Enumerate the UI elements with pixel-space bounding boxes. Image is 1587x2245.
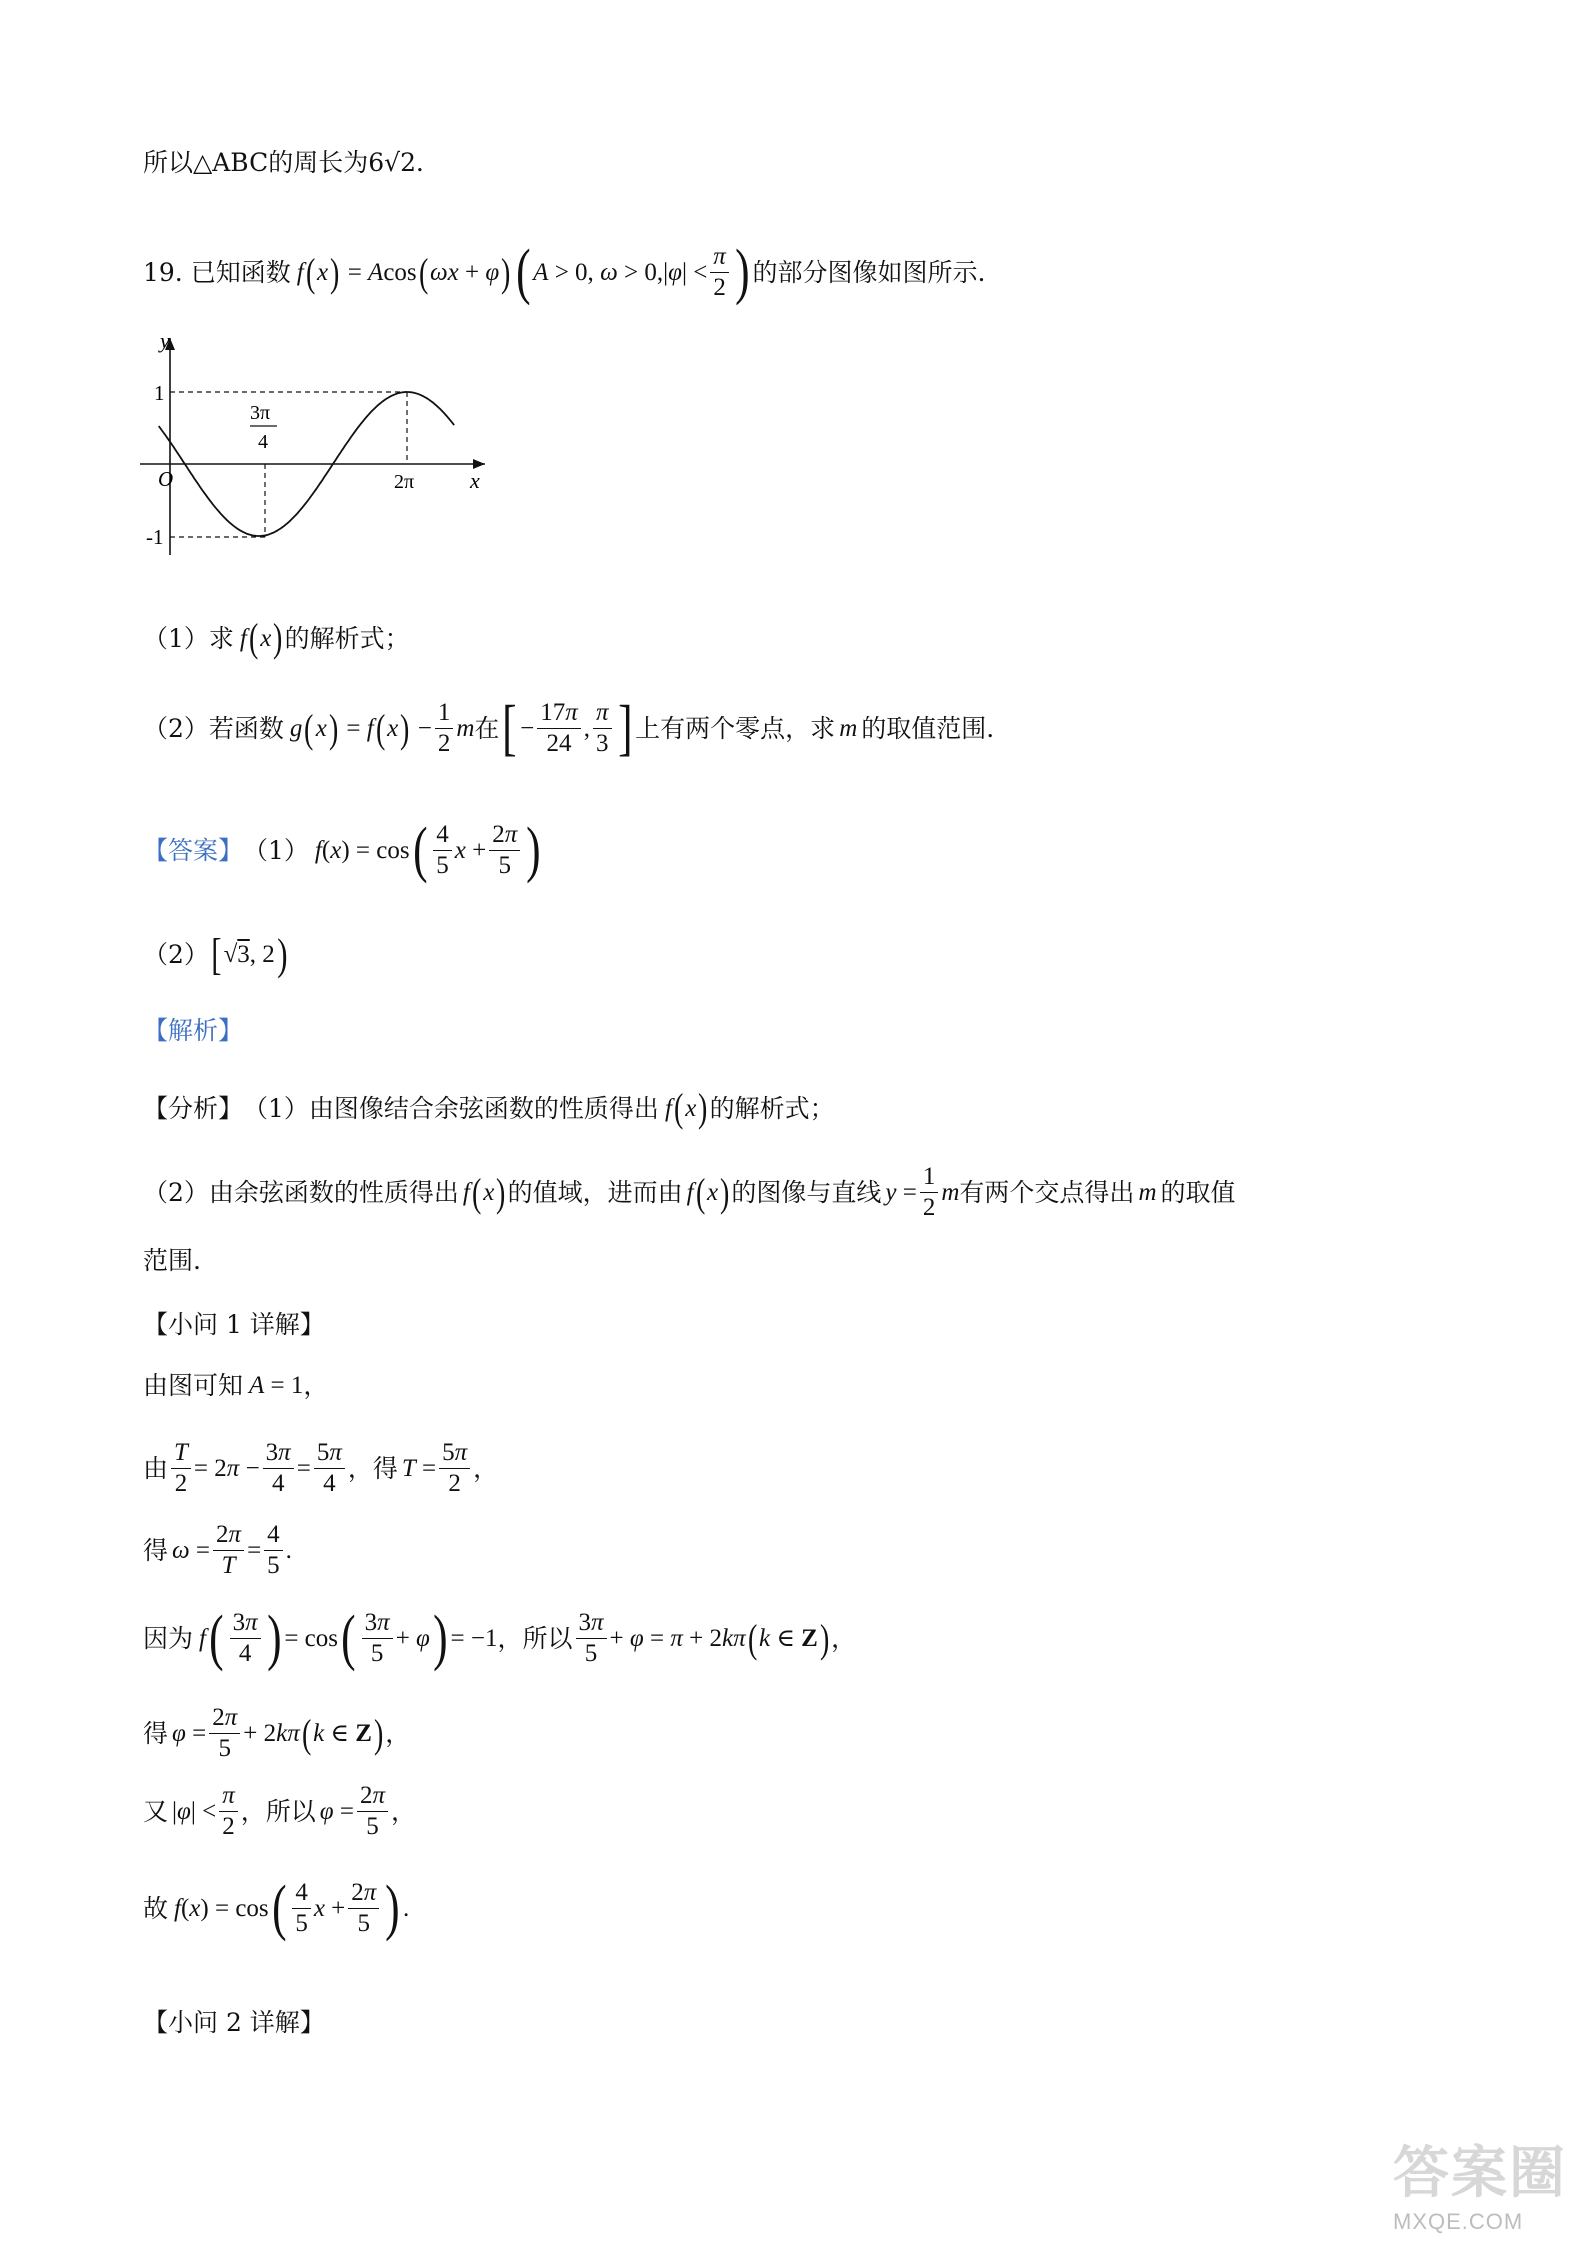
s1-line2: 由 $\frac{T}{2}$ = 2π − $\frac{3\pi}{4}$ = $\frac{5\pi}{4}$ ，得 T = $\frac{5\pi}{2}$ ， — [143, 1439, 499, 1498]
fenxi-2-cont: 范围. — [143, 1246, 201, 1275]
origin-label: O — [158, 467, 174, 491]
watermark: 答案圈 MXQE.COM — [1393, 2141, 1567, 2234]
axis-x-label: x — [470, 468, 480, 493]
s1-line1: 由图可知 A = 1 ， — [143, 1371, 329, 1400]
answer-tag: 【答案】 — [143, 836, 244, 866]
sub1-tag: 【小问 1 详解】 — [143, 1310, 325, 1339]
axis-y-label: y — [160, 330, 170, 353]
tick-1-label: 1 — [154, 381, 165, 405]
s1-line4: 因为 f ( $\frac{3\pi}{4}$ ) = cos ( $\frac{3\pi}{5}$ + φ ) = −1 ，所以 $\frac{3\pi}{5}$ + φ = π + 2 kπ ( k ∈ Z ) ， — [143, 1603, 857, 1672]
tick-3pi4-den: 4 — [258, 431, 268, 453]
answer-2: （2） [ √3, 2 ) — [143, 930, 288, 979]
fenxi-2: （2）由余弦函数的性质得出 f ( x ) 的值域，进而由 f ( x ) 的图像与直线 y = $\frac{1}{2}$ m 有两个交点得出 m 的取值 — [143, 1163, 1236, 1222]
s1-line7: 故 f ( x ) = cos ( $\frac{4}{5}$ x + $\frac{2\pi}{5}$ ) . — [143, 1873, 410, 1942]
s1-line3: 得 ω = $\frac{2\pi}{T}$ = $\frac{4}{5}$ . — [143, 1521, 292, 1580]
tick-2pi-label: 2π — [394, 471, 415, 493]
sub2-tag: 【小问 2 详解】 — [143, 2008, 325, 2037]
s1-line6: 又 | φ | < $\frac{\pi}{2}$ ，所以 φ = $\frac{2\pi}{5}$ ， — [143, 1782, 417, 1841]
q19-statement: 19. 已知函数 f ( x ) = A cos ( ωx + φ ) ( A > 0, ω > 0, | φ | < $\frac{\pi}{2}$ ) 的部分图像如图所示. — [143, 237, 986, 306]
analysis-tag: 【解析】 — [143, 1016, 244, 1045]
tick-neg1-label: -1 — [146, 525, 164, 549]
fenxi-1: 【分析】 （1）由图像结合余弦函数的性质得出 f ( x ) 的解析式； — [143, 1085, 835, 1130]
answer-1: 【答案】 （1） f ( x ) = cos ( $\frac{4}{5}$ x + $\frac{2\pi}{5}$ ) — [143, 815, 541, 884]
tick-3pi4-num: 3π — [250, 402, 271, 424]
q19-part2: （2）若函数 g ( x ) = f ( x ) − $\frac{1}{2}$ m 在 [ − $\frac{17\pi}{24}$ , $\frac{\pi}{3}$ ] 上有两个零点，求 m 的取值范围. — [143, 693, 995, 762]
s1-line5: 得 φ = $\frac{2\pi}{5}$ + 2 kπ ( k ∈ Z ) ， — [143, 1704, 411, 1763]
prev-conclusion: 所以△ABC的周长为6√2． — [143, 148, 441, 177]
q19-part1: （1）求 f ( x ) 的解析式； — [143, 615, 410, 660]
cosine-graph — [140, 330, 500, 560]
